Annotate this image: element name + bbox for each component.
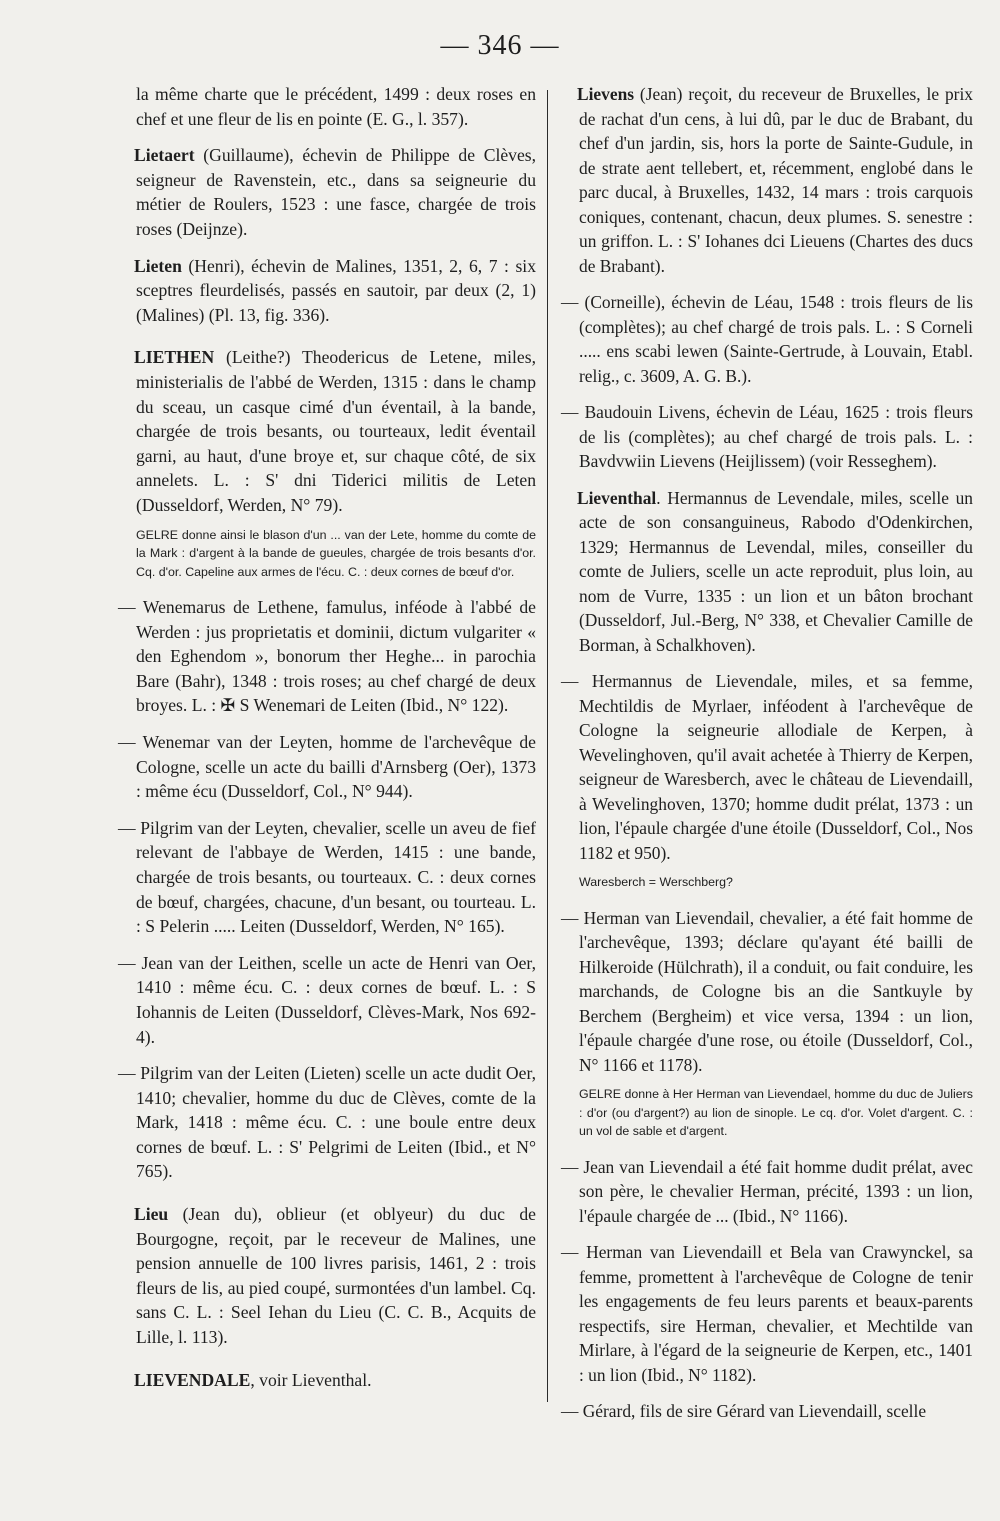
entry-text: , voir Lieventhal. — [250, 1369, 372, 1390]
entry-pilgrim-2 — [118, 1061, 536, 1184]
entry-lievens — [561, 82, 973, 278]
entry-gerard — [561, 1399, 973, 1424]
entry-lievendale — [118, 1368, 536, 1393]
page-number: — 346 — — [440, 30, 560, 61]
entry-text: — Hermannus de Lievendale, miles, et sa femme, Mechtildis de Myrlaer, inféodent à l'archevêque de Cologne la seigneurie allodiale de Kerpen, à Wevelinghoven, qu'il avait achetée à Thierry de Kerpen, seigneur de Waresberch, avec le château de Lievendaill, à Wevelinghoven, 1370; homme dudit prélat, 1373 : un lion, l'épaule chargée d'une étoile (Dusseldorf, Col., Nos 1182 et 950). — [561, 671, 973, 863]
entry-text: — Herman van Lievendail, chevalier, a été fait homme de l'archevêque, 1393; déclare qu'ayant été bailli de Hilkeroide (Hülchrath), il a conduit, ou fait conduire, les marchands, de Cologne bis an die Santkuyle by Berchem (Bergheim) et vice versa, 1394 : un lion, l'épaule chargée d'une rose, ou étoile (Dusseldorf, Col., N° 1166 et 1178). — [561, 907, 973, 1075]
entry-lietaert — [118, 143, 536, 241]
entry-jean-leithen — [118, 951, 536, 1049]
footnote-hermannus-note — [579, 873, 973, 892]
entry-headword: Lieventhal — [577, 487, 657, 508]
footnote-herman-1-note — [579, 1085, 973, 1141]
entry-hermannus — [561, 669, 973, 865]
entry-text: (Guillaume), échevin de Philippe de Clèves, seigneur de Ravenstein, etc., dans sa seigneurie du métier de Roulers, 1523 : une fasce, chargée de trois roses (Deijnze). — [136, 145, 536, 239]
footnote-text: GELRE donne à Her Herman van Lievendael, homme du duc de Juliers : d'or (ou d'argent?) au lion de sinople. Le cq. d'or. Volet d'argent. C. : un vol de sable et d'argent. — [579, 1087, 973, 1138]
left-column — [118, 82, 536, 1404]
entry-headword: Lievens — [577, 84, 635, 104]
entry-text: la même charte que le précédent, 1499 : deux roses en chef et une fleur de lis en pointe (E. G., l. 357). — [136, 84, 536, 129]
entry-headword: LIETHEN — [134, 347, 215, 368]
entry-baudouin — [561, 400, 973, 474]
entry-text: — Pilgrim van der Leiten (Lieten) scelle un acte dudit Oer, 1410; chevalier, homme du duc de Clèves, comte de la Mark, 1418 : même écu. C. : une boule entre deux cornes de bœuf. L. : S' Pelgrimi de Leiten (Ibid., et N° 765). — [118, 1063, 536, 1182]
entry-pilgrim-1 — [118, 816, 536, 939]
right-column — [561, 82, 973, 1436]
footnote-text: GELRE donne ainsi le blason d'un ... van der Lete, homme du comte de la Mark : d'argent à la bande de gueules, chargée de trois besants d'or. Cq. d'or. Capeline aux armes de l'écu. C. : deux cornes de bœuf d'or. — [136, 527, 536, 579]
entry-text: — Jean van Lievendail a été fait homme dudit prélat, avec son père, le chevalier Herman, précité, 1393 : un lion, l'épaule chargée de ... (Ibid., N° 1166). — [561, 1156, 973, 1226]
entry-text: — Herman van Lievendaill et Bela van Crawynckel, sa femme, promettent à l'archevêque de Cologne de tenir les engagements de feu leurs parents et beaux-parents respectifs, sire Herman, chevalier, et Mechtilde van Mirlare, à l'égard de la seigneurie de Kerpen, etc., 1401 : un lion (Ibid., N° 1182). — [561, 1242, 973, 1385]
entry-wenemar — [118, 730, 536, 804]
entry-text: — (Corneille), échevin de Léau, 1548 : trois fleurs de lis (complètes); au chef chargé de trois pals. L. : S Corneli ..... ens scabi lewen (Sainte-Gertrude, à Louvain, Etabl. relig., c. 3609, A. G. B.). — [561, 292, 973, 386]
entry-jean-lievendail — [561, 1155, 973, 1229]
entry-text: — Gérard, fils de sire Gérard van Lievendaill, scelle — [561, 1401, 927, 1421]
entry-corneille — [561, 290, 973, 388]
column-divider — [547, 90, 548, 1402]
entry-text: — Wenemarus de Lethene, famulus, inféode à l'abbé de Werden : jus proprietatis et dominii, dictum vulgariter « den Eghendom », bonorum ther Heghe... in parochia Bare (Bahr), 1348 : trois roses; au chef chargé de deux broyes. L. : ✠ S Wenemari de Leiten (Ibid., N° 122). — [118, 597, 536, 716]
footnote-liethen-note — [136, 526, 536, 582]
entry-liethen — [118, 345, 536, 517]
entry-text: (Jean du), oblieur (et oblyeur) du duc de Bourgogne, reçoit, par le receveur de Malines, une pension annuelle de 100 livres parisis, 1461, 2 : trois fleurs de lis, au pied coupé, surmontées d'un lambel. Cq. sans C. L. : Seel Iehan du Lieu (C. C. B., Acquits de Lille, l. 113). — [136, 1204, 536, 1348]
entry-text: — Jean van der Leithen, scelle un acte de Henri van Oer, 1410 : même écu. C. : deux cornes de bœuf. L. : S Iohannis de Leiten (Dusseldorf, Clèves-Mark, Nos 692-4). — [118, 952, 536, 1047]
entry-text: (Leithe?) Theodericus de Letene, miles, ministerialis de l'abbé de Werden, 1315 : dans le champ du sceau, un casque cimé d'un éventail, à la bande, chargée de trois besants, ou tourteaux, ledit éventail garni, au haut, d'une broye et, sur chaque côté, de six annelets. L. : S' dni Tiderici militis de Leten (Dusseldorf, Werden, N° 79). — [136, 347, 536, 515]
entry-headword: Lieu — [134, 1204, 169, 1225]
entry-lieu — [118, 1202, 536, 1350]
entry-herman-2 — [561, 1240, 973, 1387]
entry-text: — Baudouin Livens, échevin de Léau, 1625 : trois fleurs de lis (complètes); au chef chargé de trois pals. L. : Bavdvwiin Lievens (Heijlissem) (voir Resseghem). — [561, 402, 973, 471]
entry-text: (Jean) reçoit, du receveur de Bruxelles, le prix de rachat d'un cens, à lui dû, par le duc de Brabant, du chef d'un jardin, sis, hors la porte de Sainte-Gudule, in de strate aent tellebert, et, récemment, englobé dans le parc ducal, à Bruxelles, 1432, 14 mars : trois carquois coniques, contenant, chacun, deux plumes. S. senestre : un griffon. L. : S' Iohanes dci Lieuens (Chartes des ducs de Brabant). — [579, 84, 973, 276]
entry-herman-1 — [561, 906, 973, 1078]
entry-wenemarus — [118, 595, 536, 718]
entry-text: . Hermannus de Levendale, miles, scelle un acte de son consanguineus, Rabodo d'Odenkirchen, 1329; Hermannus de Levendal, miles, conseiller du comte de Juliers, scelle un acte reproduit, plus loin, au nom de Vurre, 1335 : un lion et un bâton brochant (Dusseldorf, Jul.-Berg, N° 338, et Chevalier Camille de Borman, à Schalkhoven). — [579, 487, 973, 655]
entry-text: — Wenemar van der Leyten, homme de l'archevêque de Cologne, scelle un acte du bailli d'Arnsberg (Oer), 1373 : même écu (Dusseldorf, Col., N° 944). — [118, 731, 536, 802]
entry-lieventhal — [561, 486, 973, 658]
entry-lieten — [118, 254, 536, 328]
entry-text: — Pilgrim van der Leyten, chevalier, scelle un aveu de fief relevant de l'abbaye de Werden, 1415 : une bande, chargée de trois besants, ou tourteaux. C. : deux cornes de bœuf, chargées, chacune, d'un besant, ou tourteau. L. : S Pelerin ..... Leiten (Dusseldorf, Werden, N° 165). — [118, 817, 536, 937]
entry-headword: Lietaert — [134, 145, 195, 166]
entry-text: (Henri), échevin de Malines, 1351, 2, 6, 7 : six sceptres fleurdelisés, passés en sautoir, par deux (2, 1) (Malines) (Pl. 13, fig. 336). — [136, 255, 536, 325]
footnote-text: Waresberch = Werschberg? — [579, 875, 733, 889]
entry-headword: LIEVENDALE — [134, 1369, 251, 1390]
entry-headword: Lieten — [134, 255, 182, 276]
entry-continuation — [118, 82, 536, 131]
